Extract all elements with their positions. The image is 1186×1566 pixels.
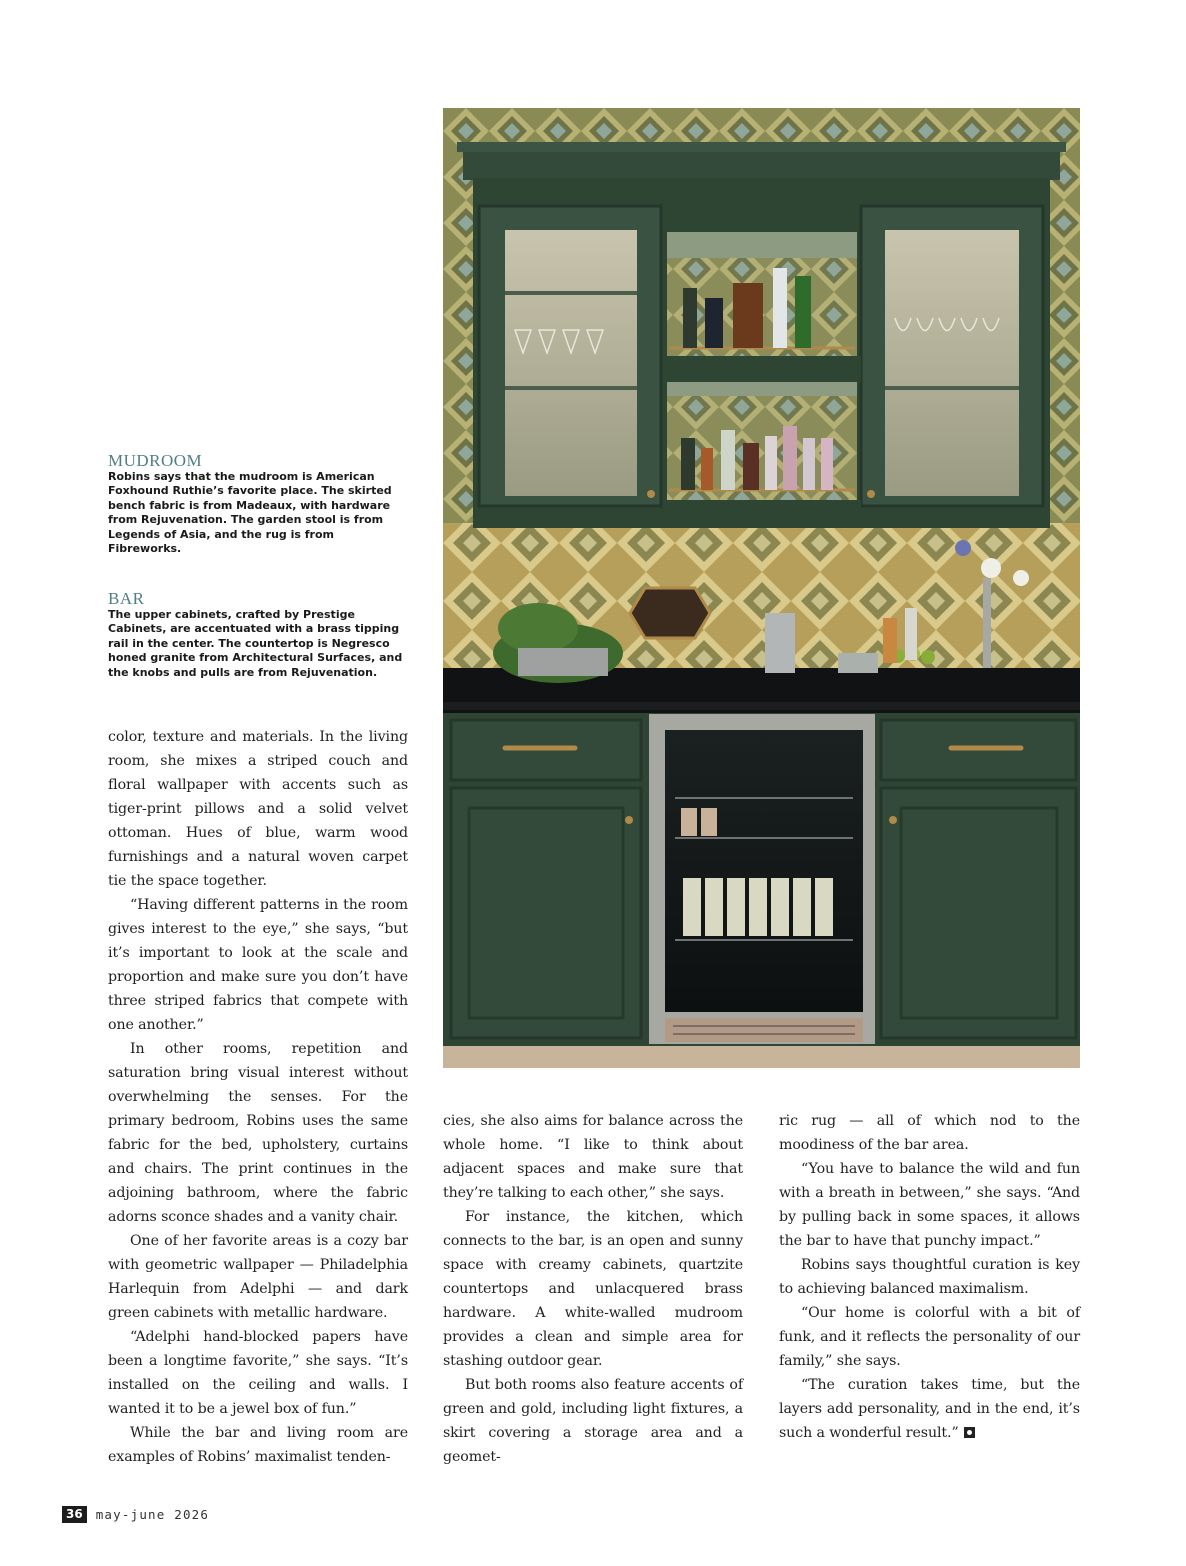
paragraph: cies, she also aims for balance across the whole home. “I like to think about adjacent spaces and make sure that they’re talking to each other,” she says. <box>443 1113 743 1201</box>
issue-date: may-june 2026 <box>95 1506 210 1522</box>
closing-paragraph-text: “The curation takes time, but the layers add personality, and in the end, it’s such a wonderful result.” <box>779 1377 1080 1441</box>
paragraph <box>779 1373 1080 1445</box>
article-column-1 <box>108 725 408 1469</box>
folio <box>62 1505 209 1523</box>
article-column-3 <box>779 1109 1080 1445</box>
mudroom-caption-heading: MUDROOM <box>108 451 203 470</box>
mudroom-caption-text: Robins says that the mudroom is American Foxhound Ruthie’s favorite place. The skirted bench fabric is from Madeaux, with hardware from Rejuvenation. The garden stool is from Legends of Asia, and the rug is from Fibreworks. <box>108 470 392 556</box>
page-number: 36 <box>62 1506 87 1523</box>
paragraph: For instance, the kitchen, which connects to the bar, is an open and sunny space with creamy cabinets, quartzite countertops and unlacquered brass hardware. A white-walled mudroom provides a clean and simple area for stashing outdoor gear. <box>443 1209 743 1369</box>
paragraph: “Adelphi hand-blocked papers have been a longtime favorite,” she says. “It’s installed on the ceiling and walls. I wanted it to be a jewel box of fun.” <box>108 1329 408 1417</box>
article-column-2 <box>443 1109 743 1469</box>
paragraph: In other rooms, repetition and saturation bring visual interest without overwhelming the senses. For the primary bedroom, Robins uses the same fabric for the bed, upholstery, curtains and chairs. The print continues in the adjoining bathroom, where the fabric adorns sconce shades and a vanity chair. <box>108 1041 408 1225</box>
paragraph: “Our home is colorful with a bit of funk, and it reflects the personality of our family,” she says. <box>779 1305 1080 1369</box>
bar-cabinet-illustration <box>443 108 1080 1068</box>
paragraph: Robins says thoughtful curation is key to achieving balanced maximalism. <box>779 1257 1080 1297</box>
bar-photo <box>443 108 1080 1068</box>
end-mark-icon <box>964 1427 975 1438</box>
paragraph: ric rug — all of which nod to the moodiness of the bar area. <box>779 1113 1080 1153</box>
paragraph: But both rooms also feature accents of green and gold, including light fixtures, a skirt covering a storage area and a geomet- <box>443 1377 743 1465</box>
paragraph: “Having different patterns in the room gives interest to the eye,” she says, “but it’s important to look at the scale and proportion and make sure you don’t have three striped fabrics that compete with one another.” <box>108 897 408 1033</box>
bar-caption-heading: BAR <box>108 589 145 608</box>
paragraph: While the bar and living room are examples of Robins’ maximalist tenden- <box>108 1425 408 1465</box>
bar-caption-text: The upper cabinets, crafted by Prestige Cabinets, are accentuated with a brass tipping rail in the center. The countertop is Negresco honed granite from Architectural Surfaces, and the knobs and pulls are from Rejuvenation. <box>108 608 403 679</box>
paragraph: “You have to balance the wild and fun with a breath in between,” she says. “And by pulling back in some spaces, it allows the bar to have that punchy impact.” <box>779 1161 1080 1249</box>
paragraph: One of her favorite areas is a cozy bar with geometric wallpaper — Philadelphia Harlequin from Adelphi — and dark green cabinets with metallic hardware. <box>108 1233 408 1321</box>
mudroom-caption <box>108 452 408 556</box>
bar-caption <box>108 590 408 680</box>
paragraph: color, texture and materials. In the living room, she mixes a striped couch and floral wallpaper with accents such as tiger-print pillows and a solid velvet ottoman. Hues of blue, warm wood furnishings and a natural woven carpet tie the space together. <box>108 729 408 889</box>
